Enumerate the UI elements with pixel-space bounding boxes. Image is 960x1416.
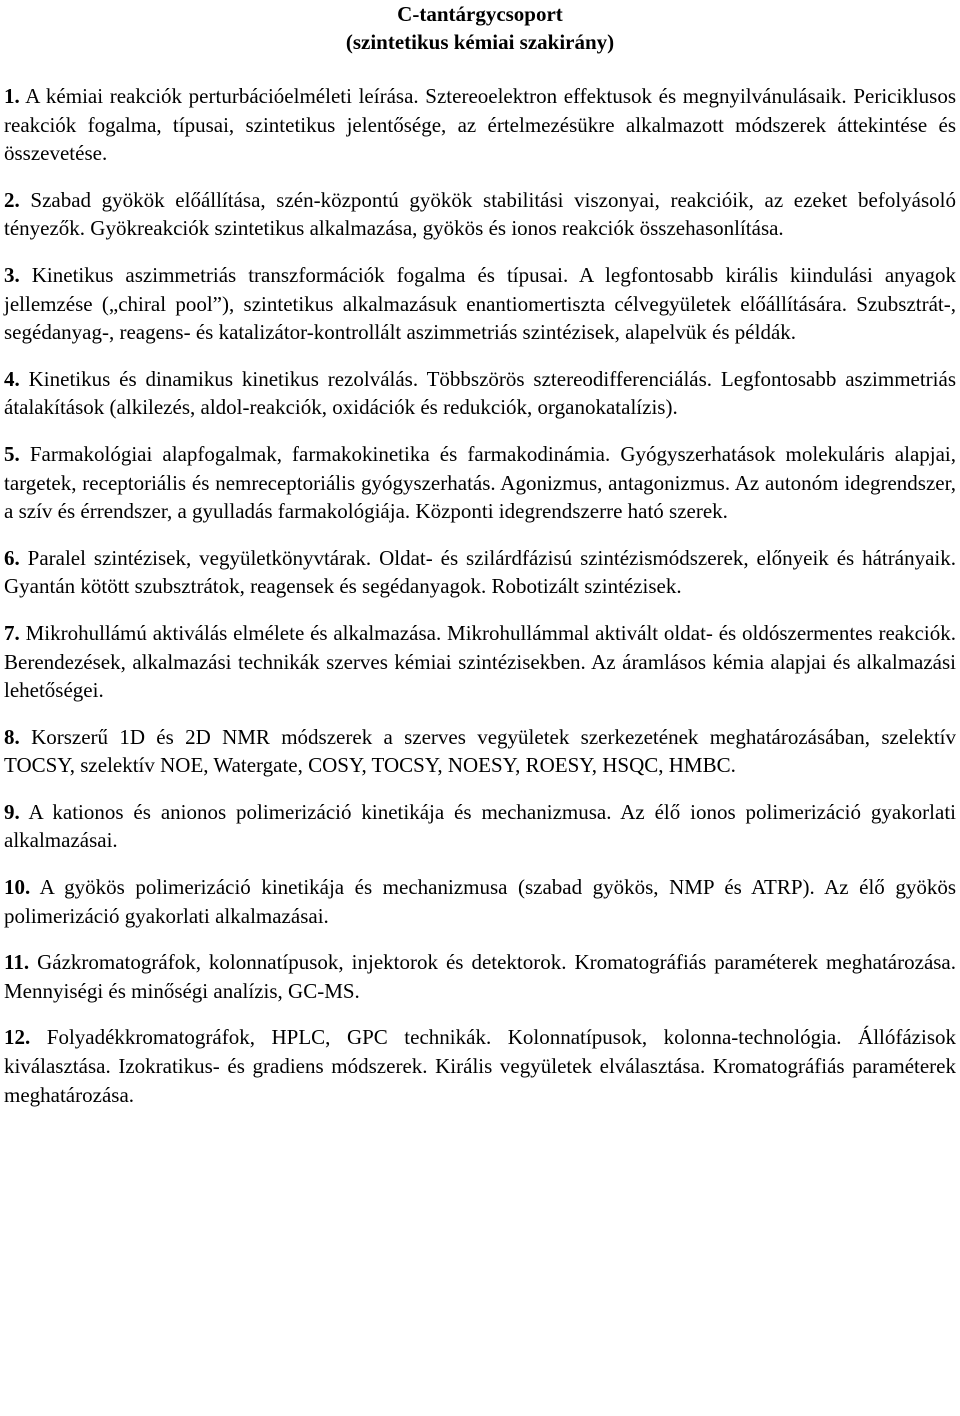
- topic-item-1: [4, 82, 956, 168]
- topic-item-3: [4, 261, 956, 347]
- topic-item-6: [4, 544, 956, 601]
- topic-text: Gázkromatográfok, kolonnatípusok, injektorok és detektorok. Kromatográfiás paraméterek meghatározása. Mennyiségi és minőségi analízis, GC-MS.: [4, 950, 957, 1003]
- topic-number: 8.: [4, 724, 20, 749]
- title-line-1: C-tantárgycsoport: [397, 2, 563, 26]
- topic-text: Kinetikus és dinamikus kinetikus rezolválás. Többszörös sztereodifferenciálás. Legfontosabb aszimmetriás átalakítások (alkilezés, aldol-reakciók, oxidációk és redukciók, organokatalízis).: [4, 366, 957, 420]
- topic-item-12: [4, 1023, 956, 1109]
- topic-number: 10.: [4, 875, 31, 900]
- topic-text: A kémiai reakciók perturbációelméleti leírása. Sztereoelektron effektusok és megnyilvánulásaik. Periciklusos reakciók fogalma, típusai, szintetikus jelentősége, az értelmezésükre alkalmazott módszerek áttekintése és összevetése.: [4, 84, 957, 166]
- topic-text: Mikrohullámú aktiválás elmélete és alkalmazása. Mikrohullámmal aktivált oldat- és oldószermentes reakciók. Berendezések, alkalmazási technikák szerves kémiai szintézisekben. Az áramlásos kémia alapjai és alkalmazási lehetőségei.: [4, 620, 956, 703]
- topic-text: Paralel szintézisek, vegyületkönyvtárak. Oldat- és szilárdfázisú szintézismódszerek, előnyeik és hátrányaik. Gyantán kötött szubsztrátok, reagensek és segédanyagok. Robotizált szintézisek.: [4, 545, 956, 599]
- topic-item-7: [4, 619, 956, 705]
- topic-number: 3.: [4, 262, 20, 287]
- document-title: [4, 0, 956, 56]
- topic-item-11: [4, 948, 956, 1005]
- topic-number: 4.: [4, 366, 20, 391]
- topic-number: 1.: [4, 84, 20, 108]
- topic-number: 9.: [4, 799, 20, 824]
- topic-number: 12.: [4, 1025, 31, 1050]
- topic-text: Szabad gyökök előállítása, szén-központú gyökök stabilitási viszonyai, reakcióik, az ezeket befolyásoló tényezők. Gyökreakciók szintetikus alkalmazása, gyökös és ionos reakciók összehasonlítása.: [4, 187, 957, 241]
- topic-item-4: [4, 365, 956, 422]
- topic-number: 7.: [4, 620, 20, 645]
- topic-text: A kationos és anionos polimerizáció kinetikája és mechanizmusa. Az élő ionos polimerizáció gyakorlati alkalmazásai.: [4, 799, 956, 853]
- topic-list: [4, 82, 956, 1109]
- topic-item-10: [4, 873, 956, 930]
- topic-text: A gyökös polimerizáció kinetikája és mechanizmusa (szabad gyökös, NMP és ATRP). Az élő gyökös polimerizáció gyakorlati alkalmazásai.: [4, 875, 957, 928]
- topic-text: Kinetikus aszimmetriás transzformációk fogalma és típusai. A legfontosabb királis kiindulási anyagok jellemzése („chiral pool”), szintetikus alkalmazásuk enantiomertiszta célvegyületek előállítására. Szubsztrát-, segédanyag-, reagens- és katalizátor-kontrollált aszimmetriás szintézisek, alapelvük és példák.: [4, 262, 957, 345]
- topic-number: 5.: [4, 441, 20, 466]
- topic-text: Folyadékkromatográfok, HPLC, GPC technikák. Kolonnatípusok, kolonna-technológia. Állófázisok kiválasztása. Izokratikus- és gradiens módszerek. Királis vegyületek elválasztása. Kromatográfiás paraméterek meghatározása.: [4, 1025, 956, 1107]
- topic-item-2: [4, 186, 956, 243]
- title-line-2: (szintetikus kémiai szakirány): [345, 30, 615, 54]
- topic-item-9: [4, 798, 956, 855]
- topic-number: 11.: [4, 950, 30, 975]
- topic-text: Korszerű 1D és 2D NMR módszerek a szerves vegyületek szerkezetének meghatározásában, szelektív TOCSY, szelektív NOE, Watergate, COSY, TOCSY, NOESY, ROESY, HSQC, HMBC.: [4, 724, 956, 778]
- topic-item-5: [4, 440, 956, 526]
- topic-number: 2.: [4, 187, 20, 212]
- topic-item-8: [4, 723, 956, 780]
- topic-text: Farmakológiai alapfogalmak, farmakokinetika és farmakodinámia. Gyógyszerhatások molekuláris alapjai, targetek, receptoriális és nemreceptoriális gyógyszerhatás. Agonizmus, antagonizmus. Az autonóm idegrendszer, a szív és érrendszer, a gyulladás farmakológiája. Központi idegrendszerre ható szerek.: [4, 441, 956, 524]
- topic-number: 6.: [4, 545, 20, 570]
